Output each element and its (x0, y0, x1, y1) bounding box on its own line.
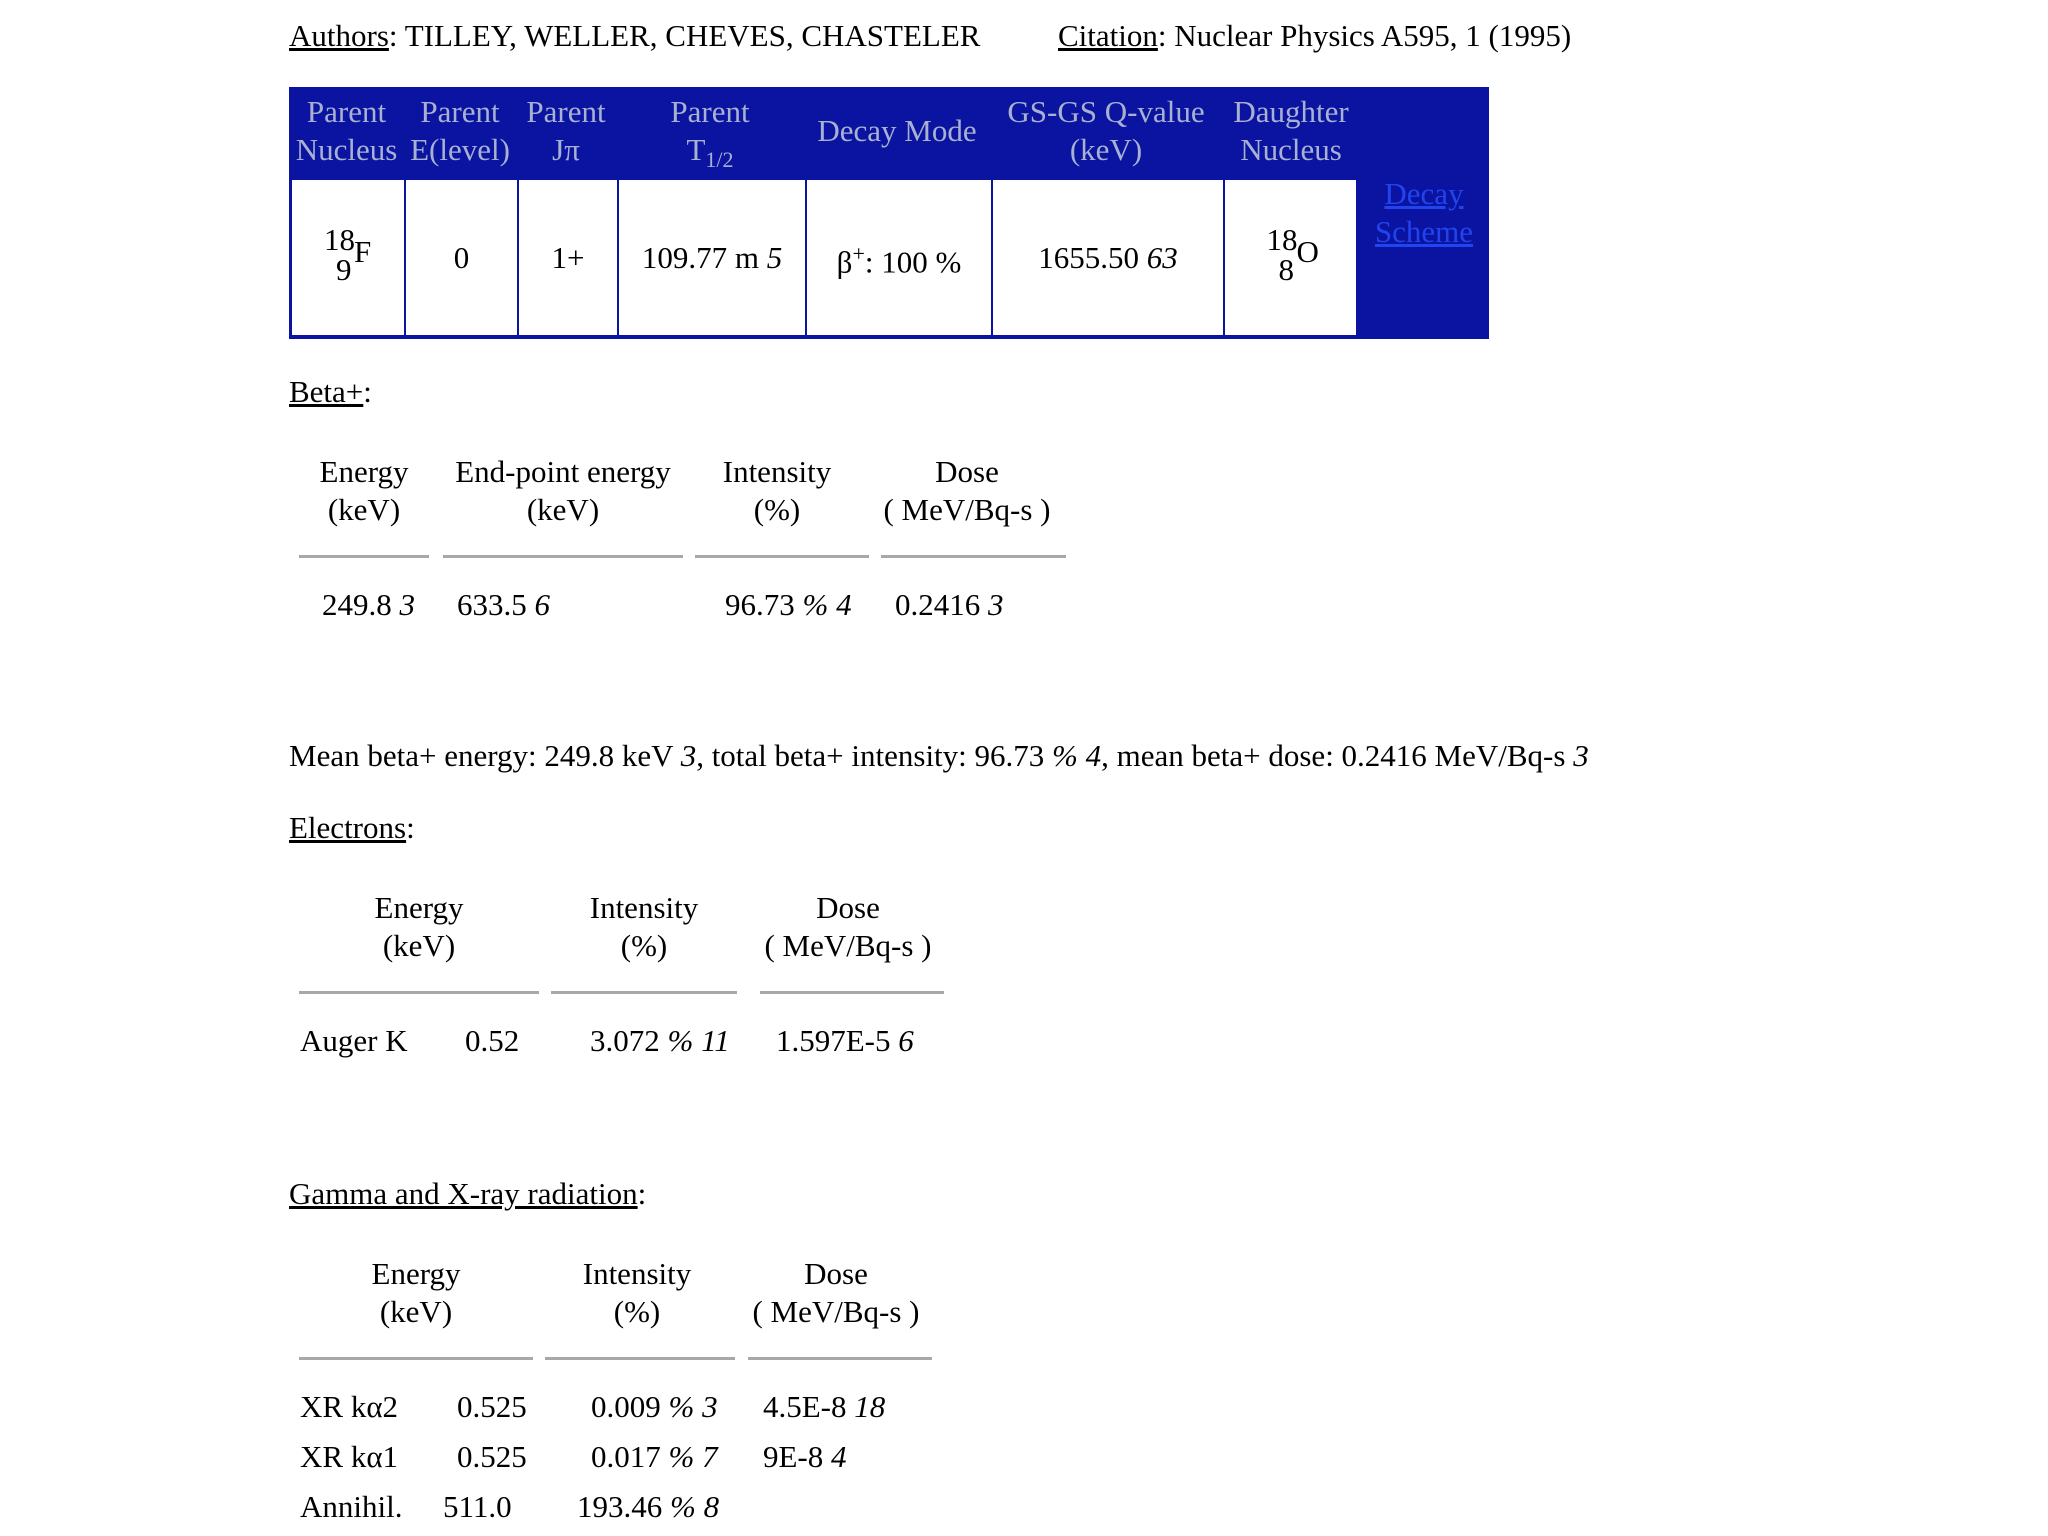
halflife-uncertainty: 5 (766, 239, 783, 275)
daughter-atomic-number: 8 (1278, 251, 1294, 287)
col-header-text: ( MeV/Bq-s ) (883, 492, 1051, 527)
cell-daughter (1224, 179, 1357, 336)
gamma-dose (763, 1439, 847, 1475)
beta-plus-heading (289, 374, 372, 410)
header-decay-mode (804, 112, 990, 150)
parent-nuclide (318, 218, 378, 298)
beta-dose-value (895, 587, 1004, 623)
decay-summary-table (289, 87, 1489, 339)
column-rule (748, 1357, 932, 1360)
authors-value: : TILLEY, WELLER, CHEVES, CHASTELER (388, 18, 981, 53)
gamma-col-intensity (545, 1255, 729, 1331)
citation-line (1058, 18, 1571, 54)
header-qvalue (990, 93, 1222, 169)
header-parent-jpi (516, 93, 616, 169)
gamma-energy: 0.525 (457, 1389, 527, 1424)
column-rule (551, 991, 737, 994)
value-text: 96.73 (725, 587, 795, 622)
beta-energy-value (322, 587, 415, 623)
qvalue-uncertainty: 63 (1146, 239, 1178, 275)
daughter-nuclide (1261, 218, 1321, 298)
citation-label: Citation (1058, 18, 1158, 53)
header-text: Nucleus (1240, 132, 1342, 167)
parent-atomic-number: 9 (336, 251, 352, 287)
uncertainty-text: % 4 (802, 587, 852, 622)
gamma-intensity (591, 1439, 718, 1475)
cell-decay-mode (806, 179, 992, 336)
summary-text: , total beta+ intensity: 96.73 (696, 738, 1053, 773)
header-text: Parent (306, 94, 387, 129)
uncertainty-text: 18 (854, 1389, 886, 1424)
value-text: 193.46 (577, 1489, 663, 1524)
link-text[interactable]: Scheme (1374, 214, 1474, 249)
col-header-text: End-point energy (455, 454, 671, 489)
gamma-energy: 0.525 (457, 1439, 527, 1474)
col-header-text: Energy (371, 1256, 461, 1291)
header-text: Jπ (552, 132, 580, 167)
header-text: GS-GS Q-value (1007, 94, 1205, 129)
col-header-text: (keV) (382, 928, 456, 963)
col-header-text: Dose (804, 1256, 868, 1291)
col-header-text: Intensity (582, 1256, 692, 1291)
col-header-text: (keV) (327, 492, 401, 527)
halflife-value: 109.77 m (641, 239, 759, 275)
electron-col-intensity (553, 889, 735, 965)
parent-mass-number: 18 (324, 221, 355, 257)
header-parent-elevel (404, 93, 516, 169)
column-rule (299, 1357, 533, 1360)
decay-scheme-link[interactable] (1364, 175, 1484, 251)
heading-colon: : (363, 374, 372, 409)
uncertainty-text: % 11 (667, 1023, 730, 1058)
authors-label: Authors (289, 18, 389, 53)
gamma-label: Annihil. (300, 1489, 403, 1524)
electron-dose (776, 1023, 914, 1059)
summary-text: , mean beta+ dose: 0.2416 MeV/Bq-s (1101, 738, 1574, 773)
col-header-text: (%) (620, 928, 668, 963)
summary-uncertainty: 3 (680, 738, 697, 773)
summary-text: Mean beta+ energy: 249.8 keV (289, 738, 681, 773)
cell-halflife (618, 179, 806, 336)
electrons-heading (289, 810, 415, 846)
value-text: 249.8 (322, 587, 392, 622)
cell-parent-jpi (518, 179, 618, 336)
gamma-energy: 511.0 (443, 1489, 512, 1524)
header-text: Nucleus (295, 132, 398, 167)
value-text: 4.5E-8 (763, 1389, 847, 1424)
column-rule (299, 555, 429, 558)
heading-colon: : (637, 1176, 647, 1211)
beta-col-intensity (695, 453, 859, 529)
beta-intensity-value (725, 587, 852, 623)
gamma-intensity (591, 1389, 718, 1425)
qvalue-value: 1655.50 (1038, 239, 1139, 275)
uncertainty-text: % 8 (670, 1489, 720, 1524)
header-text: Parent (526, 94, 606, 129)
header-text: Daughter (1233, 94, 1349, 129)
electron-energy: 0.52 (465, 1023, 520, 1058)
summary-uncertainty: % 4 (1052, 738, 1102, 773)
uncertainty-text: 6 (898, 1023, 914, 1058)
beta-col-endpoint (443, 453, 683, 529)
col-header-text: Intensity (589, 890, 699, 925)
column-rule (760, 991, 944, 994)
daughter-mass-number: 18 (1266, 221, 1298, 257)
uncertainty-text: 6 (534, 587, 550, 622)
citation-value: : Nuclear Physics A595, 1 (1995) (1157, 18, 1572, 53)
cell-qvalue (992, 179, 1224, 336)
col-header-text: Dose (935, 454, 999, 489)
decay-mode-percent: : 100 % (864, 244, 962, 280)
beta-col-energy (299, 453, 429, 529)
column-rule (299, 991, 539, 994)
header-text: Parent (420, 94, 500, 129)
jpi-value: 1+ (551, 239, 585, 275)
cell-parent-elevel (405, 179, 518, 336)
header-parent-halflife (616, 93, 804, 179)
header-parent-nucleus (289, 93, 404, 169)
parent-symbol: F (354, 233, 372, 269)
heading-colon: : (406, 810, 415, 845)
header-text: Parent (670, 94, 750, 129)
electron-intensity (590, 1023, 730, 1059)
beta-sign: + (852, 240, 865, 266)
electrons-title: Electrons (289, 810, 407, 845)
electron-label: Auger K (300, 1023, 408, 1058)
beta-symbol: β (836, 244, 853, 280)
col-header-text: (%) (613, 1294, 661, 1329)
authors-line (289, 18, 980, 54)
cell-parent-nucleus (291, 179, 405, 336)
column-rule (443, 555, 683, 558)
header-text: Decay Mode (817, 113, 977, 148)
uncertainty-text: 4 (831, 1439, 847, 1474)
value-text: 0.017 (591, 1439, 661, 1474)
summary-uncertainty: 3 (1573, 738, 1589, 773)
gamma-col-energy (299, 1255, 533, 1331)
column-rule (695, 555, 869, 558)
uncertainty-text: % 7 (668, 1439, 718, 1474)
header-t-sub: 1/2 (705, 147, 734, 173)
gamma-intensity (577, 1489, 719, 1525)
value-text: 633.5 (457, 587, 527, 622)
column-rule (545, 1357, 735, 1360)
col-header-text: Energy (319, 454, 409, 489)
gamma-col-dose (744, 1255, 928, 1331)
col-header-text: ( MeV/Bq-s ) (752, 1294, 920, 1329)
header-text: E(level) (410, 132, 510, 167)
value-text: 1.597E-5 (776, 1023, 891, 1058)
gamma-label: XR kα2 (300, 1389, 399, 1424)
daughter-symbol: O (1296, 233, 1319, 269)
column-rule (881, 555, 1066, 558)
beta-plus-title: Beta+ (289, 374, 364, 409)
header-daughter (1222, 93, 1360, 169)
beta-endpoint-value (457, 587, 550, 623)
header-t: T (686, 132, 706, 167)
value-text: 0.2416 (895, 587, 981, 622)
col-header-text: (keV) (526, 492, 600, 527)
value-text: 9E-8 (763, 1439, 824, 1474)
value-text: 0.009 (591, 1389, 661, 1424)
col-header-text: ( MeV/Bq-s ) (764, 928, 932, 963)
gamma-dose (763, 1389, 885, 1425)
header-text: (keV) (1069, 132, 1143, 167)
decay-mode-value (837, 235, 962, 280)
header-text (616, 131, 804, 179)
beta-summary (289, 738, 1589, 774)
gamma-heading (289, 1176, 646, 1212)
col-header-text: (keV) (379, 1294, 453, 1329)
link-text[interactable]: Decay (1384, 176, 1464, 211)
uncertainty-text: 3 (399, 587, 415, 622)
uncertainty-text: 3 (988, 587, 1004, 622)
col-header-text: (%) (753, 492, 801, 527)
gamma-title: Gamma and X-ray radiation (289, 1176, 638, 1211)
uncertainty-text: % 3 (668, 1389, 718, 1424)
gamma-label: XR kα1 (300, 1439, 399, 1474)
electron-col-energy (299, 889, 539, 965)
electron-col-dose (756, 889, 940, 965)
value-text: 3.072 (590, 1023, 660, 1058)
elevel-value: 0 (453, 239, 470, 275)
col-header-text: Dose (816, 890, 880, 925)
col-header-text: Intensity (722, 454, 832, 489)
col-header-text: Energy (374, 890, 464, 925)
beta-col-dose (877, 453, 1057, 529)
